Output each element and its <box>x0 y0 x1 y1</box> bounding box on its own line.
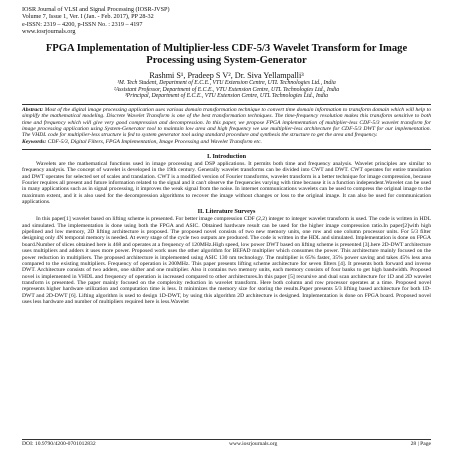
journal-volume: Volume 7, Issue 1, Ver. I (Jan. - Feb. 2017), PP 28-32 <box>22 13 154 21</box>
keywords-label: Keywords: <box>22 138 47 145</box>
section-heading-introduction: I. Introduction <box>206 153 247 161</box>
footer-website[interactable]: www.iosrjournals.org <box>228 441 278 447</box>
section-text-introduction: Wavelets are the mathematical functions used in image processing and DSP applications. It permits both time and frequency analysis. Wavelet principles are similar to frequency analysis. The concept of wavelet is developed in the 19th century. Generally wavelet transforms can be divided into CWT and DWT. CWT operates for entire translation and DWT operates for selected set of scales and translation. CWT is a modified version of Fourier transforms, wavelet transform is a better technique for image compression, because Fourier requires all present and future information related to the signal and it can't observe the frequencies varying with time because it is a function independent.Wavelet can be used in many applications such as in signal processing, it improves the weak signal from the noise. In internet communications wavelets can be used to compress the original image to the maximum extent, and it is also used for the decompression algorithms to recover the image without changes or loss to the original image. It can also be used for communication applications. <box>22 161 431 206</box>
abstract <box>22 107 431 139</box>
abstract-label: Abstract: <box>22 106 44 113</box>
abstract-divider <box>22 149 431 150</box>
keywords-text: CDF-5/3, Digital Filters, FPGA Implementation, Image Processing and Wavelet Transform etc. <box>47 138 262 145</box>
footer-doi: DOI: 10.9790/4200-0701012832 <box>22 441 96 447</box>
footer-page-number: 28 | Page <box>410 441 431 447</box>
keywords <box>22 139 431 145</box>
affiliation-2: ²Assistant Professor, Department of E.C.E., VTU Extension Centre, UTL Technologies Ltd., India <box>113 86 340 93</box>
affiliation-3: ³Principal, Department of E.C.E., VTU Extension Centre, UTL Technologies Ltd., India <box>124 93 329 100</box>
abstract-text: Most of the digital image processing application uses various domain transformation technique to convert time domain information to transform domain which will help to simplify the mathematical modeling. Discrete Wavelet Transform is one of the best transformation techniques. The time-frequency resolution makes this transform sensitive to both time and frequency which will give very good compression and decompression. In this paper, we propose FPGA implementation of multiplier-less CDF-5/3 wavelet transform for image processing application using System-Generator tool to maintain low area and high frequency we use multiplier-less architecture for CDF-5/3 DWT for our implementation. The VHDL code for multiplier-less structure is fed to system generator tool using standard procedure and synthesis the structure to get the area and frequency. <box>22 106 431 139</box>
affiliations <box>22 80 431 100</box>
journal-header <box>22 6 431 35</box>
section-heading-literature: II. Literature Surveys <box>197 208 256 216</box>
paper-title: FPGA Implementation of Multiplier-less CDF-5/3 Wavelet Transform for Image Processing using System-Generator <box>45 43 408 67</box>
affiliation-1: ¹M. Tech Student, Department of E.C.E., VTU Extension Centre, UTL Technologies Ltd., India <box>117 80 336 87</box>
journal-website[interactable]: www.iosrjournals.org <box>22 27 76 35</box>
section-text-literature: In this paper[1] wavelet based on lifting scheme is presented. For better image compression CDF (2,2) integer to integer wavelet transform is used. The code is written in HDL and simulated. The implementation is done using both the FPGA and ASIC. Obtained hardware result can be used for the higher image compression ratio.In paper[2]with high pipelined and low memory, 2D lifting architecture is proposed. The proposed novel consists of two new memory units, one row and one column processor units. For 5/3 filter designing only 4N temporal memory is needed. At every stage of the cycle two outputs are produced. The code is written in the HDL and simulated. Implementation is done on FPGA board.Number of slices obtained here is 468 and operates at a frequency of 120MHz.High speed, low power DWT based on lifting scheme is presented [3].here 2D-DWT architecture uses multipliers and adders it uses more power. Proposed work uses the other algorithm for BEFAD multiplier which consumes the power. This architecture mainly focused on the power reduction in multipliers. The proposed architecture is implemented using ASIC 130 nm technology. The multiplier is 65% faster, 35% power saving and takes 45% less area compared to the existing multipliers. Frequency of operation is 200MHz. This paper presents lifting scheme architecture for seven filters [4]. It presents both forward and inverse DWT. Architecture consists of two adders, one shifter and one multiplier. Also it contains two memory units, each memory consists of four banks to get high bandwidth. Proposed novel is implemented in VHDL and frequency of operation is increased compared to other architectures.In this paper [5] recursive and dual scan architecture for 1D and 2D wavelet transform is presented. The paper mainly focused on the complexity reduction in wavelet transform. Here both column and row processor operates at a time. Proposed novel represents higher hardware utilization and computation time is less. It minimizes the memory size for storing the results.Paper presents 5/3 lifting based architecture for both 1D-DWT and 2D-DWT [6]. Lifting algorithm is used to design 1D-DWT, by using this algorithm 2D architecture is designed. Implementation is done on FPGA board. Proposed novel uses less hardware and number of multipliers required here is less.Wavelet <box>22 216 431 305</box>
paper-authors: Rashmi S¹, Pradeep S V², Dr. Siva Yellampalli³ <box>149 71 304 81</box>
journal-name: IOSR Journal of VLSI and Signal Processing (IOSR-JVSP) <box>22 6 170 13</box>
top-divider <box>22 104 431 105</box>
journal-issn: e-ISSN: 2319 – 4200, p-ISSN No. : 2319 – 4197 <box>22 20 143 28</box>
page-footer <box>22 439 431 447</box>
